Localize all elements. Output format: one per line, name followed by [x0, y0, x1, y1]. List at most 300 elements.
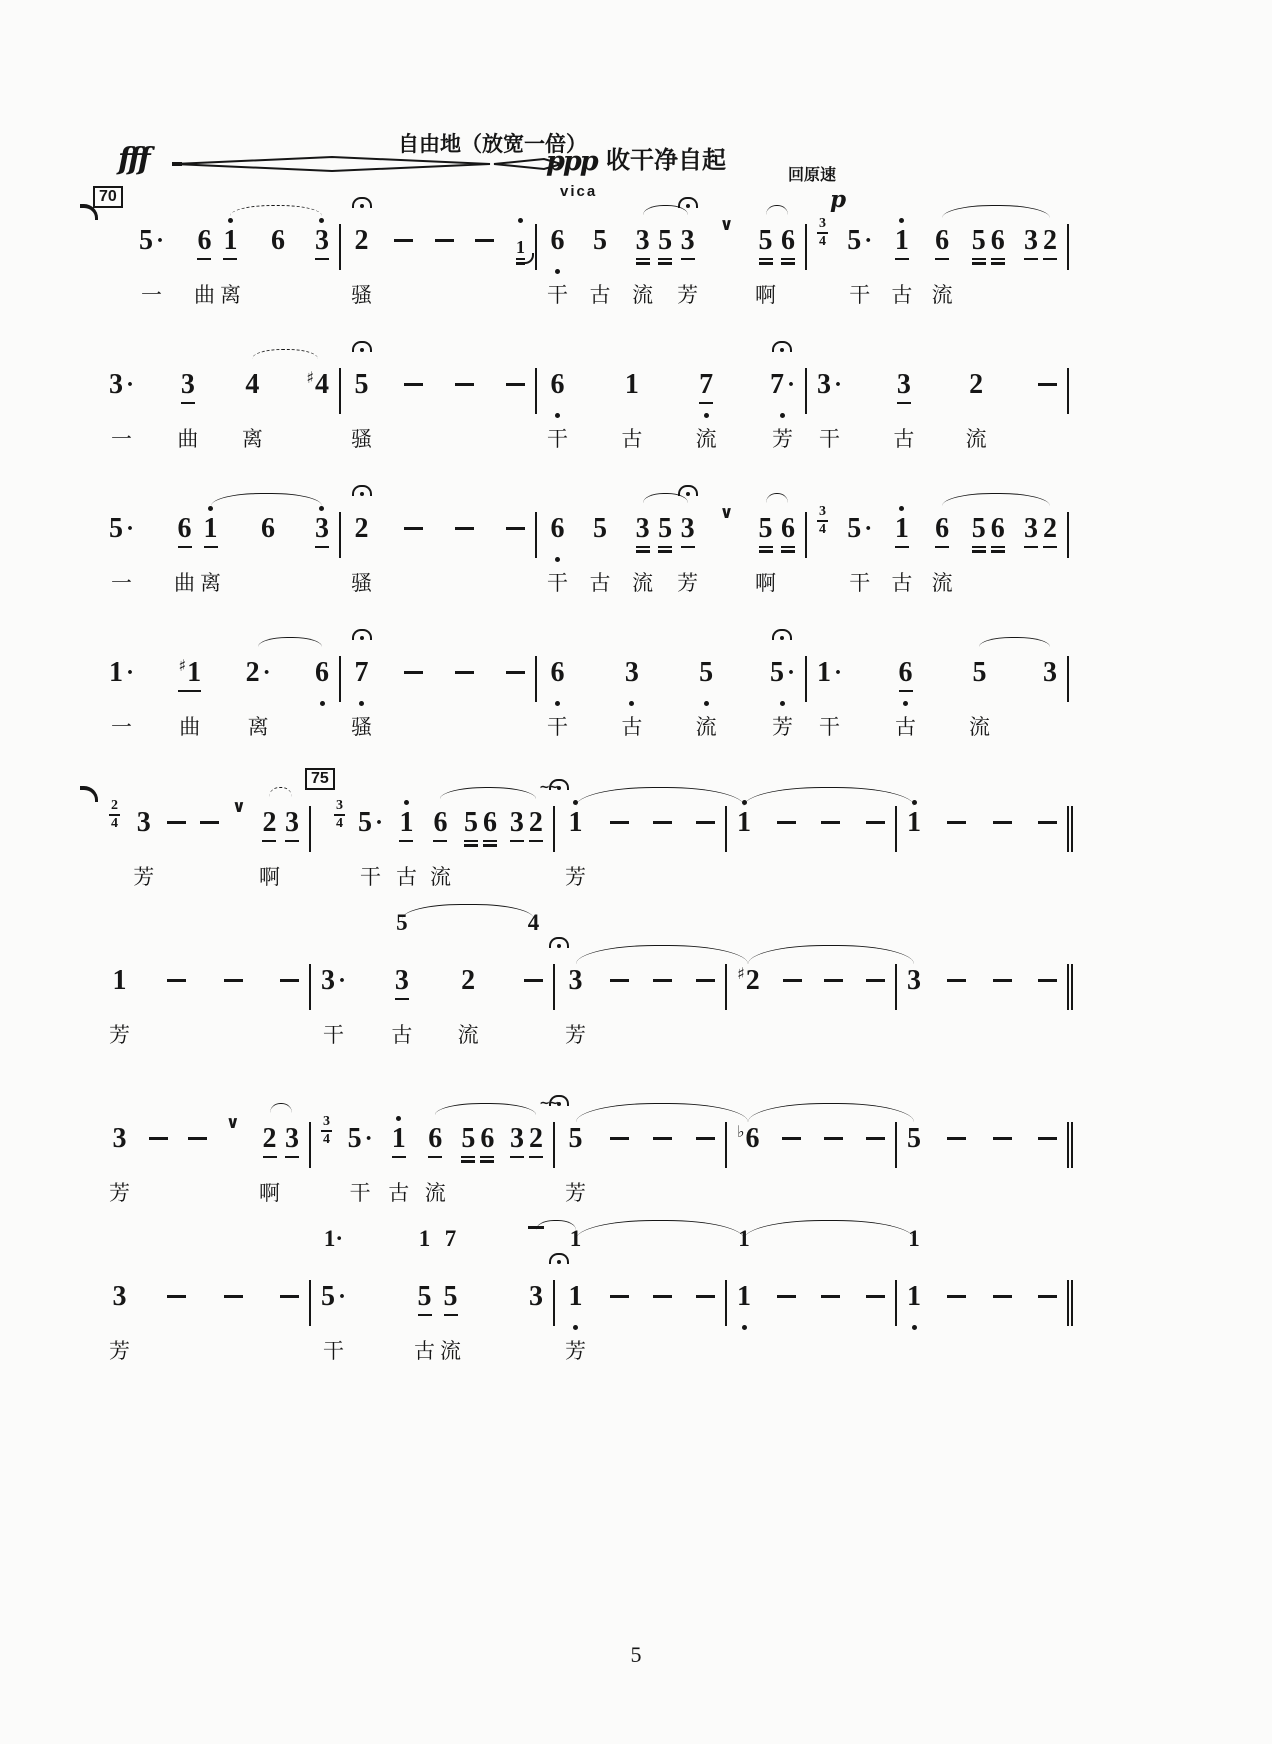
duration-dash: [506, 383, 525, 386]
measure: [556, 1226, 724, 1366]
note-number: [1043, 513, 1057, 544]
note-token: [590, 212, 611, 310]
augmentation-dot: ·: [338, 967, 347, 994]
note-number: [991, 225, 1005, 256]
note-number: [696, 1123, 715, 1154]
tie-arc: [576, 1220, 745, 1239]
note-number: [355, 369, 369, 400]
barline: [805, 512, 807, 558]
lyric-text: [662, 279, 668, 310]
note-digit: 2: [1042, 224, 1057, 256]
lyric-text: 芳: [771, 428, 793, 451]
note-token: [781, 500, 795, 598]
slur-arc: [942, 493, 1050, 506]
note-number: [280, 965, 299, 996]
duration-dash: [200, 821, 219, 824]
measure: [100, 1268, 308, 1366]
octave-dot-icon: [912, 1325, 917, 1330]
lyric-text: 芳: [133, 866, 155, 889]
duration-dash: [524, 979, 543, 982]
note-digit: 6: [260, 512, 275, 544]
note-digit: 6: [781, 512, 795, 544]
octave-dot-below-slot: [704, 411, 709, 420]
barline: [339, 512, 341, 558]
note-number: [681, 513, 695, 544]
lyric-text: 一: [111, 572, 132, 595]
ossia-note: 4: [527, 910, 540, 935]
duration-dash: [167, 979, 186, 982]
duration-dash: [149, 1137, 168, 1140]
beam-underline: [972, 546, 986, 548]
note-token: [404, 356, 423, 454]
slur-arc: [230, 205, 321, 216]
note-number: [759, 225, 773, 256]
lyric-text: [514, 1177, 520, 1208]
beam-underline: [935, 258, 949, 260]
slur-arc: [576, 787, 745, 806]
lyric-text: 古: [388, 1182, 410, 1205]
barline: [1067, 806, 1069, 852]
note-token: [966, 356, 987, 454]
note-number: [610, 1281, 629, 1312]
note-number: [455, 369, 474, 400]
beam-group: [194, 212, 241, 310]
note-digit: 3: [314, 224, 329, 256]
lyric-text: [513, 423, 519, 454]
lyric-text: [315, 423, 321, 454]
beam-underline: [636, 258, 650, 260]
note-number: [204, 513, 218, 544]
beam-underline: [461, 1160, 475, 1162]
note-token: [565, 1110, 586, 1208]
note-token: [755, 212, 776, 310]
note-digit: 2: [1042, 512, 1057, 544]
slur-arc: [440, 787, 535, 799]
lyric-text: [828, 1335, 834, 1366]
note-number: [188, 1123, 207, 1154]
note-number: [483, 807, 497, 838]
augmentation-dot: ·: [338, 1283, 347, 1310]
barline: [1067, 964, 1069, 1010]
note-token: [782, 1110, 801, 1208]
lyric-text: [703, 1019, 709, 1050]
note-token: [755, 500, 776, 598]
duration-dash: [1038, 979, 1057, 982]
note-number: [315, 225, 329, 256]
note-token: [464, 794, 478, 892]
note-token: [109, 644, 134, 742]
note-number: [506, 657, 525, 688]
note-digit: 6: [990, 224, 1005, 256]
note-digit: 5: [593, 224, 608, 256]
lyric-text: [1045, 1335, 1051, 1366]
note-number: [1024, 225, 1038, 256]
barline: [309, 1280, 311, 1326]
note-digit: 5: [847, 224, 862, 256]
beam-underline: [483, 844, 497, 846]
octave-dot-below-slot: [742, 1323, 747, 1332]
breath-glyph: ∨: [719, 215, 734, 235]
note-number: [991, 513, 1005, 544]
note-number: [551, 369, 565, 400]
lyric-text: 曲: [179, 716, 201, 739]
note-token: [821, 794, 840, 892]
lyric-text: 古: [891, 284, 913, 307]
note-number: [610, 965, 629, 996]
note-token: [737, 952, 760, 1050]
lyric-text: [531, 1019, 537, 1050]
note-token: [847, 212, 872, 310]
beam-underline: [285, 840, 299, 842]
slur-arc: [270, 1103, 293, 1113]
lyric-text: 芳: [771, 716, 793, 739]
beam-underline: [197, 258, 211, 260]
note-token: [565, 1226, 586, 1366]
lyric-text: [513, 711, 519, 742]
note-digit: 1: [568, 1280, 583, 1312]
beam-group: [755, 500, 795, 598]
beam-group: [259, 1110, 299, 1208]
octave-dot-icon: [319, 506, 324, 511]
note-token: [610, 952, 629, 1050]
lyric-text: [954, 1019, 960, 1050]
note-digit: 6: [550, 512, 565, 544]
note-token: [414, 1226, 435, 1366]
lyric-text: [911, 1177, 917, 1208]
note-token: [528, 1096, 557, 1208]
lyric-text: 流: [424, 1182, 446, 1205]
lyric-text: 曲: [174, 572, 195, 595]
note-token: [280, 952, 299, 1050]
duration-dash: [224, 1295, 243, 1298]
note-number: [1038, 965, 1057, 996]
time-signature-values: [334, 799, 345, 831]
note-number: [625, 657, 639, 688]
tie-arc: [744, 1220, 914, 1239]
octave-dot-below-slot: [555, 411, 560, 420]
note-token: [947, 1268, 966, 1366]
beam-group: [174, 500, 221, 598]
note-token: [737, 794, 751, 892]
note-token: [440, 1226, 461, 1366]
beam-underline: [991, 546, 1005, 548]
note-digit: 1: [112, 964, 127, 996]
barline: [553, 1122, 555, 1168]
note-token: [348, 1110, 373, 1208]
note-token: [285, 1110, 299, 1208]
augmentation-dot: ·: [834, 371, 843, 398]
beam-group: [259, 794, 299, 892]
note-number: [770, 369, 795, 400]
slur-arc: [576, 945, 749, 964]
note-digit: 5: [443, 1280, 458, 1312]
augmentation-dot: ·: [864, 227, 873, 254]
lyric-text: 芳: [677, 284, 699, 307]
lyric-text: 骚: [351, 284, 372, 307]
note-token: [394, 212, 413, 310]
note-digit: 3: [112, 1280, 127, 1312]
note-token: [435, 212, 454, 310]
lyric-text: [660, 1335, 666, 1366]
slur-arc: [748, 945, 914, 964]
beam-underline: [935, 546, 949, 548]
lyric-text: [319, 567, 325, 598]
note-digit: 2: [262, 806, 277, 838]
lyric-text: [484, 1177, 490, 1208]
note-token: [261, 500, 275, 598]
note-token: [510, 794, 524, 892]
note-number: [907, 1281, 921, 1312]
octave-dot-icon: [629, 701, 634, 706]
beam-underline: [315, 546, 329, 548]
note-digit: 6: [270, 224, 285, 256]
note-digit: 5: [568, 1122, 583, 1154]
note-digit: 6: [550, 224, 565, 256]
lyric-text: 芳: [677, 572, 699, 595]
note-digit: 5: [109, 512, 123, 544]
barline: [725, 1280, 727, 1326]
lyric-text: [999, 1019, 1005, 1050]
performance-instruction: 收干净自起: [606, 147, 726, 174]
lyric-text: 干: [547, 716, 568, 739]
measure: [728, 952, 894, 1050]
note-digit: 1: [203, 512, 218, 544]
octave-dot-icon: [704, 701, 709, 706]
augmentation-dot: ·: [126, 515, 135, 542]
note-digit: 5: [972, 656, 987, 688]
note-token: [455, 356, 474, 454]
fermata-icon: [352, 197, 372, 208]
beam-underline: [433, 840, 447, 842]
beam-group: [972, 212, 1005, 310]
note-number: [658, 513, 672, 544]
duration-dash: [167, 1295, 186, 1298]
note-token: [388, 1110, 409, 1208]
breath-mark-icon: [232, 794, 246, 892]
beam-underline: [480, 1160, 494, 1162]
note-number: [696, 807, 715, 838]
note-number: [551, 513, 565, 544]
beam-underline: [464, 844, 478, 846]
note-token: [653, 1110, 672, 1208]
note-number: [461, 965, 475, 996]
beam-underline: [395, 998, 409, 1000]
note-token: [993, 794, 1012, 892]
note-digit: 1: [737, 806, 751, 838]
note-token: [510, 1110, 524, 1208]
lyric-text: 芳: [565, 1340, 586, 1363]
note-number: [455, 657, 474, 688]
octave-dot-icon: [899, 506, 904, 511]
note-number: [782, 1123, 801, 1154]
barline: [553, 964, 555, 1010]
note-token: [315, 644, 329, 742]
note-number: [610, 807, 629, 838]
octave-dot-icon: [899, 218, 904, 223]
measure: [100, 952, 308, 1050]
note-token: [506, 644, 525, 742]
beam-underline: [181, 402, 195, 404]
note-token: [109, 952, 130, 1050]
measure: [342, 644, 534, 742]
note-digit: 2: [461, 964, 476, 996]
lyric-text: [482, 279, 488, 310]
note-number: [137, 807, 151, 838]
note-digit: 3: [635, 224, 650, 256]
note-digit: 5: [417, 1280, 432, 1312]
lyric-text: [954, 1335, 960, 1366]
lyric-text: 啊: [258, 866, 280, 889]
note-number: [113, 1123, 127, 1154]
note-token: [621, 644, 642, 742]
note-token: [321, 952, 346, 1050]
octave-dot-icon: [704, 413, 709, 418]
beam-underline: [759, 258, 773, 260]
augmentation-dot: ·: [786, 659, 795, 686]
lyric-text: [828, 861, 834, 892]
octave-dot-icon: [555, 413, 560, 418]
note-token: [610, 1268, 629, 1366]
note-digit: 6: [990, 512, 1005, 544]
note-number: [404, 513, 423, 544]
duration-dash: [455, 671, 474, 674]
note-token: [993, 952, 1012, 1050]
note-digit: 5: [907, 1122, 921, 1154]
ts-numerator: 3: [819, 216, 826, 231]
lyric-text: [660, 1177, 666, 1208]
note-digit: 1: [894, 512, 909, 544]
ts-numerator: 2: [111, 798, 118, 813]
lyric-text: [660, 1019, 666, 1050]
note-number: [817, 657, 842, 688]
beam-group: [632, 212, 698, 310]
note-number: [593, 513, 607, 544]
note-number: [824, 1123, 843, 1154]
lyric-text: 芳: [109, 1024, 130, 1047]
rehearsal-number: 75: [305, 768, 335, 790]
note-number: [395, 965, 409, 996]
note-token: [547, 356, 568, 454]
duration-dash: [475, 239, 494, 242]
note-number: [262, 807, 276, 838]
note-number: [178, 513, 192, 544]
note-digit: 1: [187, 656, 202, 688]
note-number: [271, 225, 285, 256]
note-token: [351, 500, 372, 598]
beam-underline: [262, 840, 276, 842]
note-number: [167, 1281, 186, 1312]
time-signature-values: [321, 1115, 332, 1147]
note-token: [632, 500, 653, 598]
note-number: [246, 657, 271, 688]
notes-row: [100, 644, 1080, 742]
note-token: [404, 644, 423, 742]
beam-underline: [658, 546, 672, 548]
lyric-text: [112, 861, 118, 892]
duration-dash: [1038, 821, 1057, 824]
note-token: [653, 952, 672, 1050]
measure: [898, 952, 1066, 1050]
note-token: [737, 1110, 760, 1208]
note-digit: 3: [285, 1122, 299, 1154]
tempo-return-label: 回原速: [788, 167, 837, 184]
note-token: [1038, 1110, 1057, 1208]
note-number: [464, 807, 478, 838]
note-token: [677, 500, 698, 598]
lyric-text: [1045, 423, 1051, 454]
lyric-text: [999, 1177, 1005, 1208]
note-number: [113, 1281, 127, 1312]
voice-line-bass: [100, 1226, 1080, 1366]
accidental-icon: ♭: [737, 1121, 745, 1141]
note-token: [430, 794, 451, 892]
note-number: [737, 1281, 751, 1312]
note-digit: 3: [680, 224, 695, 256]
note-token: [177, 356, 198, 454]
ossia-note: 1: [908, 1226, 920, 1251]
note-number: [653, 965, 672, 996]
note-number: [418, 1281, 432, 1312]
beam-underline: [464, 840, 478, 842]
measure: [311, 770, 557, 892]
lyric-text: [411, 423, 417, 454]
note-number: [899, 657, 913, 688]
note-number: [969, 369, 983, 400]
note-number: [777, 1281, 796, 1312]
lyric-text: 干: [323, 1024, 344, 1047]
note-number: [263, 1123, 277, 1154]
lyric-text: 芳: [565, 1024, 586, 1047]
note-token: [972, 212, 986, 310]
measure: [538, 356, 804, 454]
note-token: [455, 644, 474, 742]
octave-dot-above-slot: [404, 794, 409, 807]
note-number: [653, 807, 672, 838]
note-token: [824, 1110, 843, 1208]
measure: [808, 356, 1066, 454]
note-token: [506, 500, 525, 598]
beam-underline: [178, 546, 192, 548]
note-number: [947, 807, 966, 838]
note-number: [109, 369, 134, 400]
barline: [1067, 368, 1069, 414]
lyric-text: [831, 1019, 837, 1050]
note-number: [455, 513, 474, 544]
note-token: [547, 644, 568, 742]
note-digit: 5: [593, 512, 608, 544]
note-digit: 6: [745, 1122, 760, 1154]
octave-dot-above-slot: [396, 1110, 401, 1123]
measure: [312, 1226, 552, 1366]
note-number: [947, 1281, 966, 1312]
note-digit: 6: [433, 806, 448, 838]
lyric-text: [287, 1335, 293, 1366]
rehearsal-number: 70: [93, 186, 123, 208]
voice-line-bass: [100, 644, 1080, 742]
ts-denominator: 4: [111, 816, 118, 831]
beam-underline: [1024, 258, 1038, 260]
augmentation-dot: ·: [834, 659, 843, 686]
note-number: [681, 225, 695, 256]
note-number: [947, 965, 966, 996]
beam-group: [414, 1226, 461, 1366]
notes-row: [100, 770, 1080, 892]
note-number: [866, 965, 885, 996]
octave-dot-below-slot: [359, 699, 364, 708]
note-token: [178, 644, 201, 742]
lyric-text: [230, 1177, 236, 1208]
note-token: [529, 1268, 543, 1366]
